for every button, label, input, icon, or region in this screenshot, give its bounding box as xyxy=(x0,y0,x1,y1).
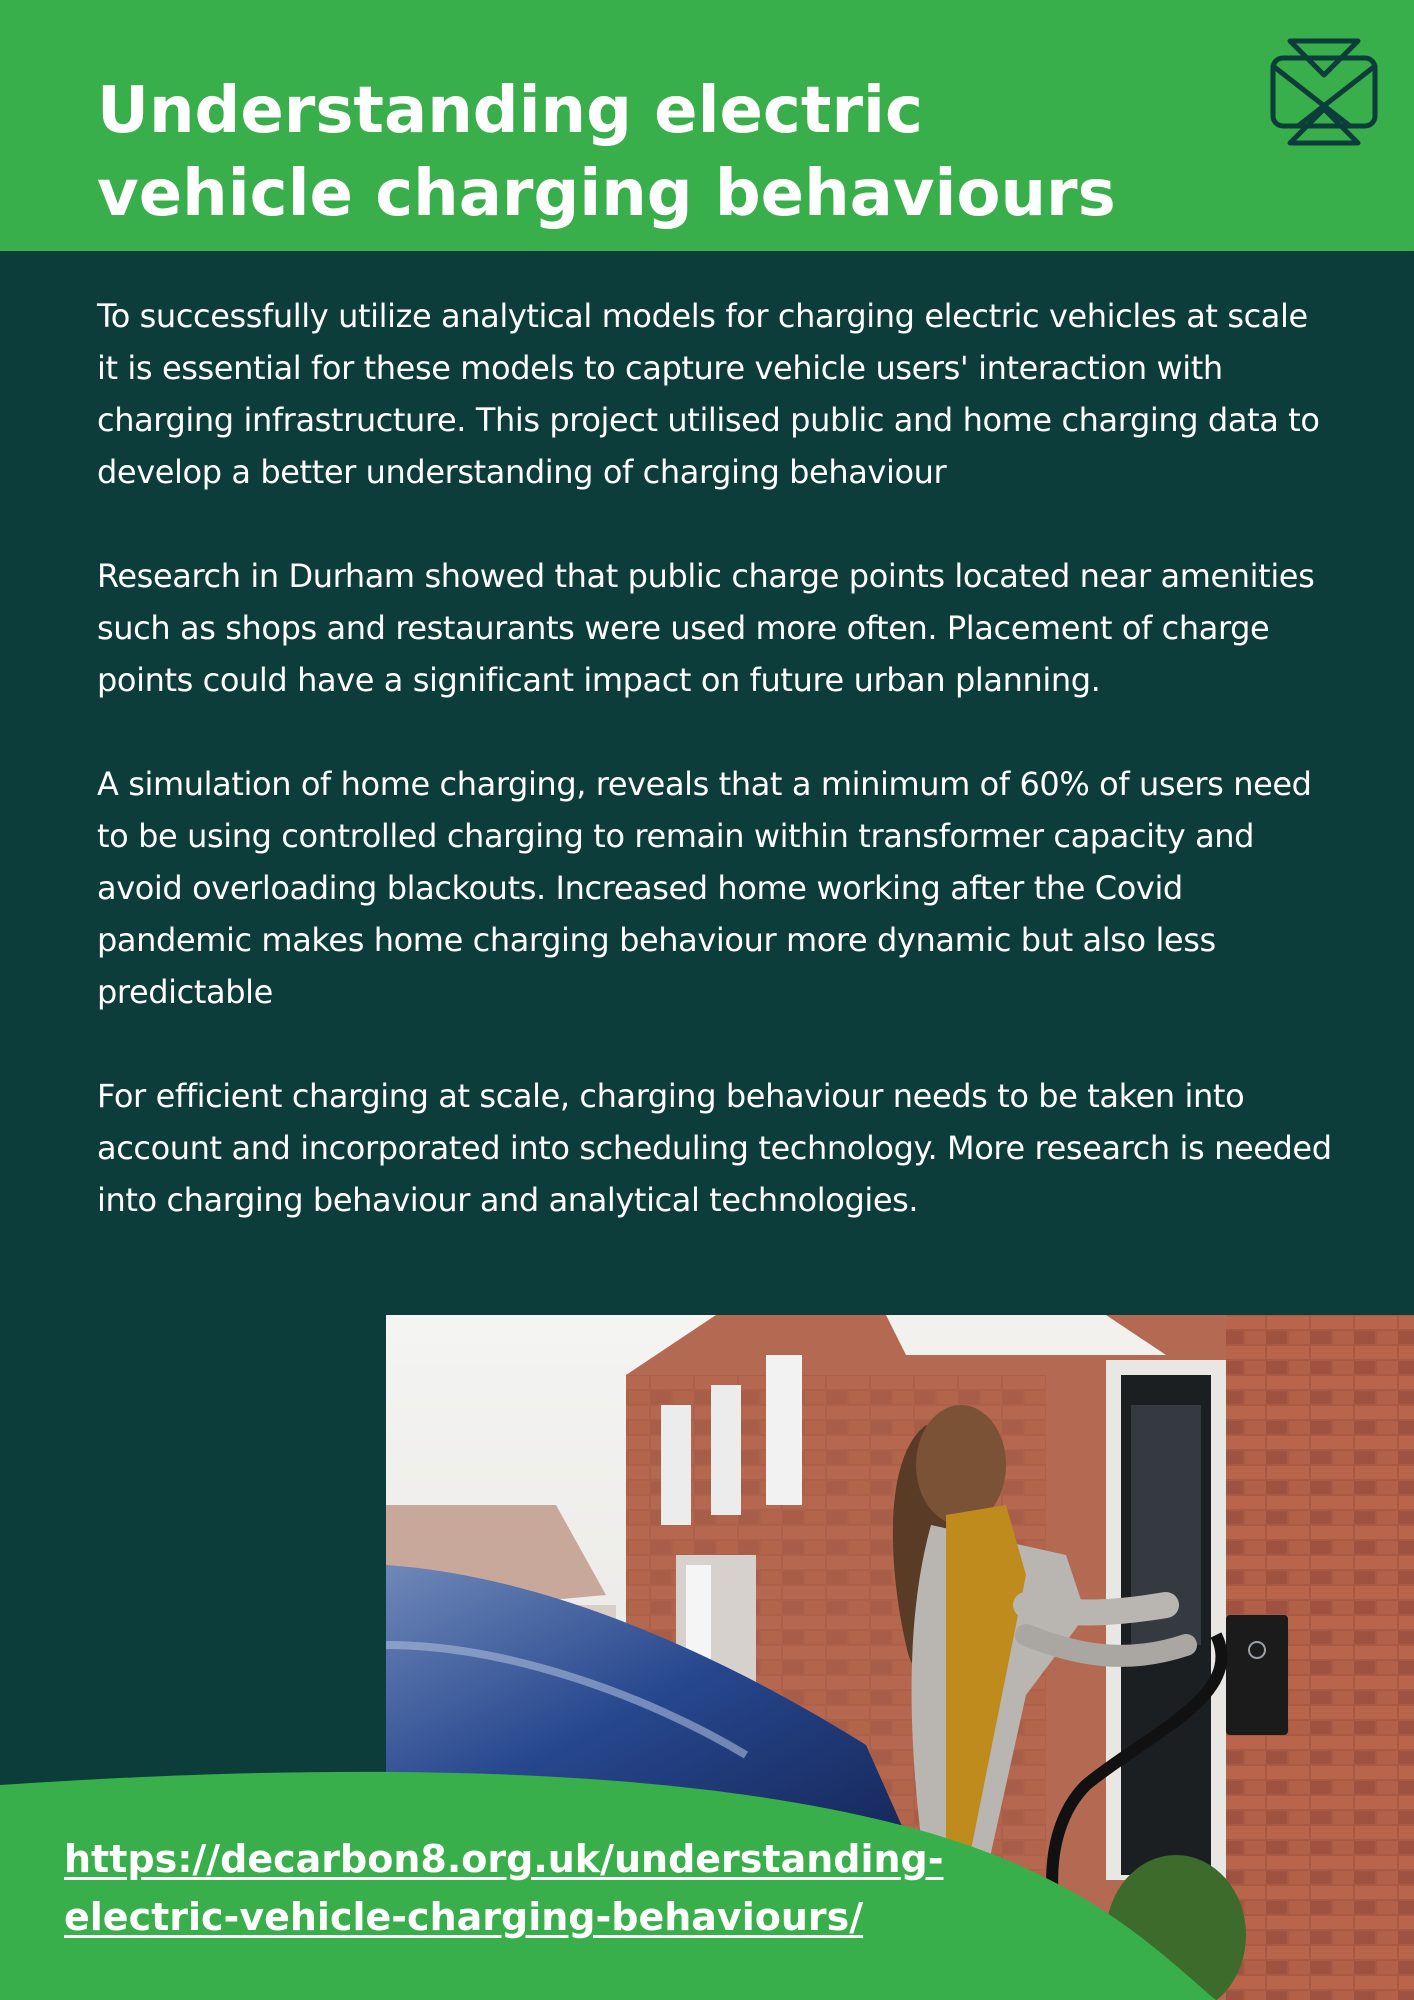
paragraph-intro: To successfully utilize analytical models for charging electric vehicles at scale it is essential for these models to capture vehicle users' interaction with charging infrastructure. This project utilised public and home charging data to develop a better understanding of charging behaviour xyxy=(97,297,1320,491)
paragraph-conclusion: For efficient charging at scale, charging behaviour needs to be taken into account and incorporated into scheduling technology. More research is needed into charging behaviour and analytical technologies. xyxy=(97,1077,1332,1219)
page-title: Understanding electric vehicle charging behaviours xyxy=(97,74,1116,231)
paragraph-home-charging-simulation: A simulation of home charging, reveals that a minimum of 60% of users need to be using controlled charging to remain within transformer capacity and avoid overloading blackouts. Increased home working after the Covid pandemic makes home charging behaviour more dynamic but also less predictable xyxy=(97,765,1312,1011)
url-line-2: electric-vehicle-charging-behaviours/ xyxy=(64,1895,864,1939)
body-text xyxy=(97,290,1337,1278)
header-banner xyxy=(0,0,1414,251)
project-url-link[interactable] xyxy=(64,1830,964,1946)
paragraph-durham-research: Research in Durham showed that public charge points located near amenities such as shops and restaurants were used more often. Placement of charge points could have a significant impact on future urban planning. xyxy=(97,557,1315,699)
url-line-1: https://decarbon8.org.uk/understanding- xyxy=(64,1837,944,1881)
decarbon8-logo-icon xyxy=(1268,36,1380,148)
